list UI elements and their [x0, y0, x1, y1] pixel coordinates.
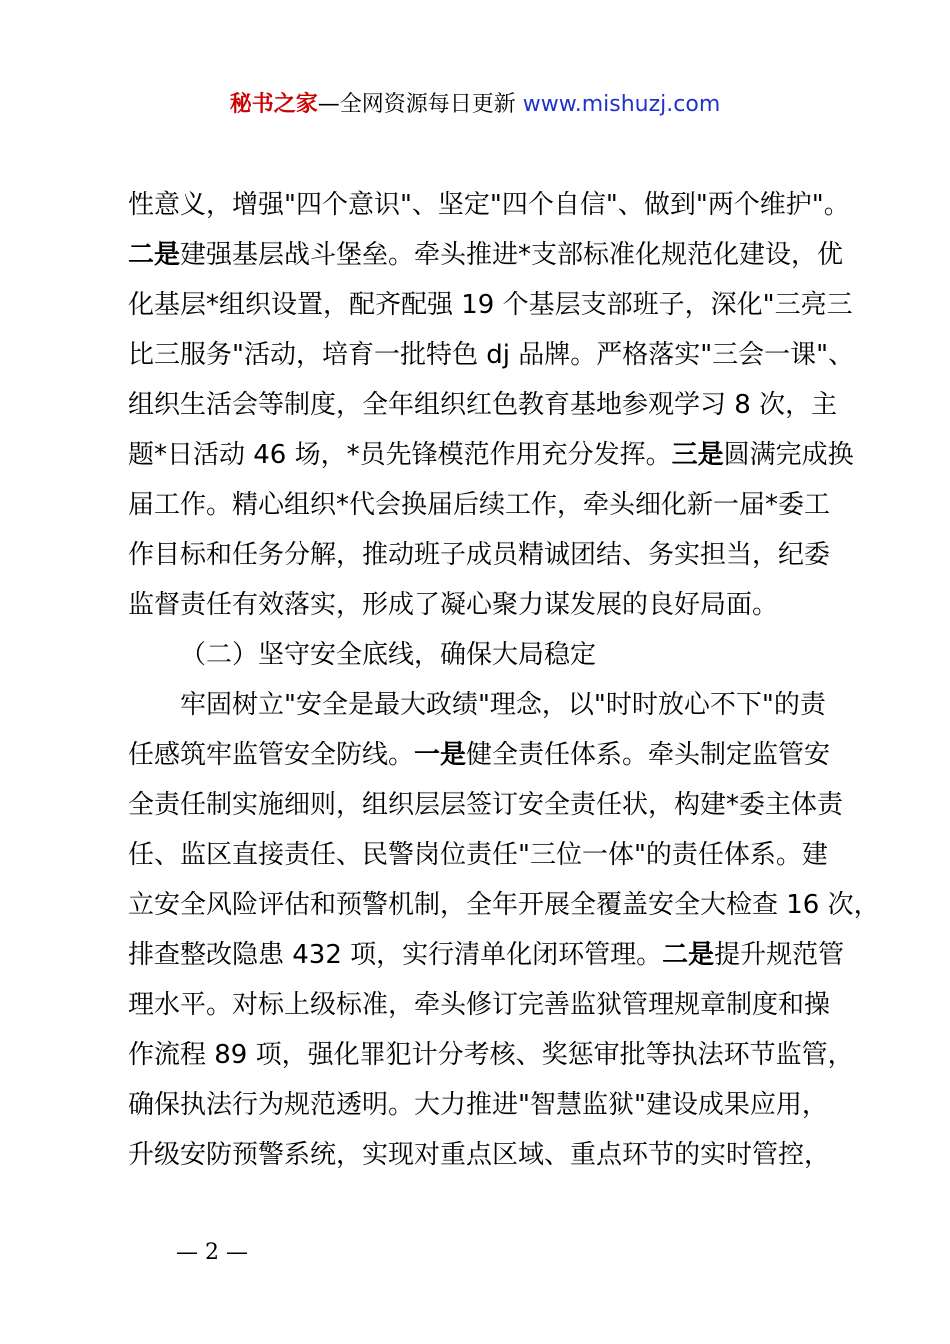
text-line [128, 630, 844, 680]
text-segment: 组织生活会等制度，全年组织红色教育基地参观学习 8 次，主 [128, 390, 838, 420]
text-segment: 提升规范管 [714, 940, 845, 970]
bold-marker: 三是 [671, 440, 724, 470]
text-segment: 排查整改隐患 432 项，实行清单化闭环管理。 [128, 940, 663, 970]
text-line [128, 580, 844, 630]
bold-marker: 二是 [128, 240, 181, 270]
text-line [128, 730, 844, 780]
text-segment: 比三服务"活动，培育一批特色 dj 品牌。严格落实"三会一课"、 [128, 340, 855, 370]
text-line [128, 780, 844, 830]
text-line [128, 230, 844, 280]
text-segment: 届工作。精心组织*代会换届后续工作，牵头细化新一届*委工 [128, 490, 831, 520]
document-body [128, 180, 880, 1180]
header-slogan: —全网资源每日更新 [317, 92, 523, 117]
text-segment: 任感筑牢监管安全防线。 [128, 740, 415, 770]
text-line [128, 180, 850, 230]
text-line [128, 1030, 854, 1080]
site-url-link[interactable]: www.mishuzj.com [522, 92, 721, 117]
text-segment: 健全责任体系。牵头制定监管安 [466, 740, 831, 770]
site-name: 秘书之家 [229, 92, 318, 117]
text-line [128, 930, 844, 980]
text-segment: 作目标和任务分解，推动班子成员精诚团结、务实担当，纪委 [128, 540, 831, 570]
text-segment: （二）坚守安全底线，确保大局稳定 [180, 640, 597, 670]
text-line [128, 980, 844, 1030]
text-line [128, 480, 844, 530]
text-line [128, 380, 844, 430]
text-segment: 全责任制实施细则，组织层层签订安全责任状，构建*委主体责 [128, 790, 844, 820]
text-line [128, 1130, 844, 1180]
text-segment: 牢固树立"安全是最大政绩"理念，以"时时放心不下"的责 [180, 690, 826, 720]
text-line [128, 880, 880, 930]
text-segment: 圆满完成换 [723, 440, 854, 470]
text-line [128, 330, 855, 380]
text-segment: 升级安防预警系统，实现对重点区域、重点环节的实时管控， [128, 1140, 831, 1170]
bold-marker: 一是 [414, 740, 467, 770]
text-segment: 监督责任有效落实，形成了凝心聚力谋发展的良好局面。 [128, 590, 779, 620]
bold-marker: 二是 [662, 940, 715, 970]
text-segment: 题*日活动 46 场，*员先锋模范作用充分发挥。 [128, 440, 672, 470]
text-segment: 性意义，增强"四个意识"、坚定"四个自信"、做到"两个维护"。 [128, 190, 850, 220]
text-segment: 任、监区直接责任、民警岗位责任"三位一体"的责任体系。建 [128, 840, 828, 870]
text-line [128, 1080, 844, 1130]
text-line [128, 280, 853, 330]
text-segment: 理水平。对标上级标准，牵头修订完善监狱管理规章制度和操 [128, 990, 831, 1020]
text-segment: 建强基层战斗堡垒。牵头推进*支部标准化规范化建设，优 [180, 240, 844, 270]
text-line [128, 680, 844, 730]
text-line [128, 430, 854, 480]
text-segment: 作流程 89 项，强化罪犯计分考核、奖惩审批等执法环节监管， [128, 1040, 854, 1070]
site-header [0, 88, 950, 122]
page-number: — 2 — [176, 1240, 248, 1265]
text-line [128, 530, 844, 580]
text-line [128, 830, 844, 880]
text-segment: 化基层*组织设置，配齐配强 19 个基层支部班子，深化"三亮三 [128, 290, 853, 320]
text-segment: 立安全风险评估和预警机制，全年开展全覆盖安全大检查 16 次， [128, 890, 880, 920]
text-segment: 确保执法行为规范透明。大力推进"智慧监狱"建设成果应用， [128, 1090, 828, 1120]
